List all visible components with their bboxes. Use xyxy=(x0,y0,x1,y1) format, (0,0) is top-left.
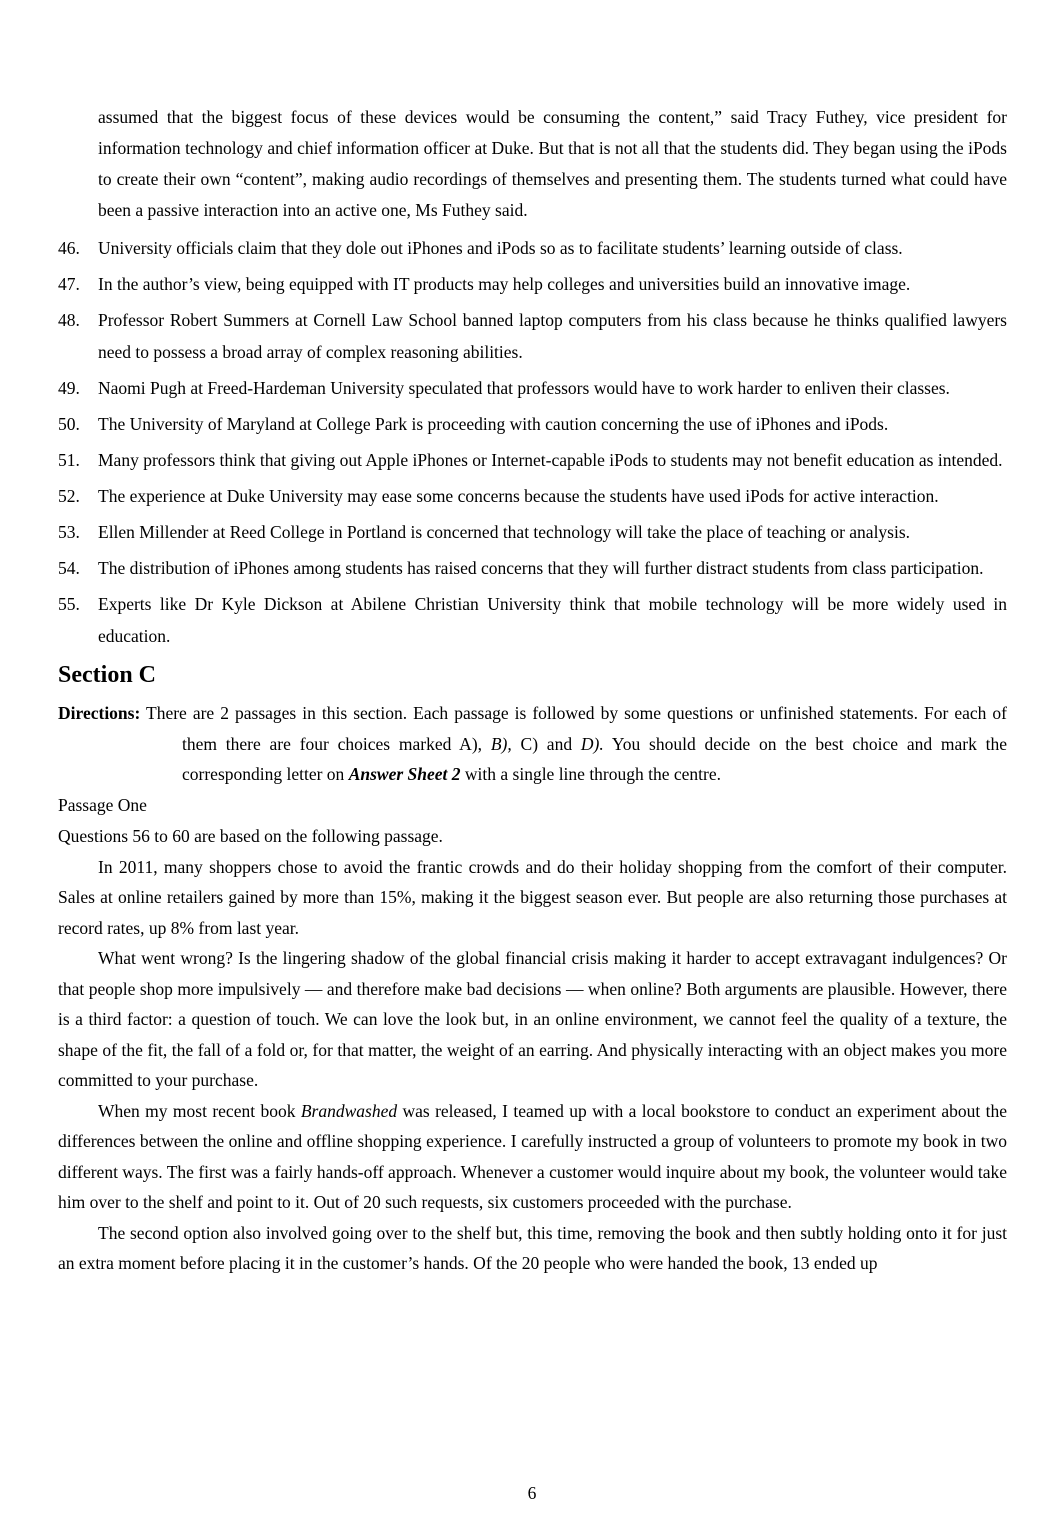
question-text: The University of Maryland at College Park is proceeding with caution concerning the use of iPhones and iPods. xyxy=(98,414,889,434)
directions-text xyxy=(140,703,1007,784)
passage-label: Passage One xyxy=(58,794,147,815)
question-number: 54. xyxy=(58,558,80,578)
question-item xyxy=(58,480,1007,512)
question-item xyxy=(58,588,1007,652)
directions-paragraph xyxy=(58,698,1007,790)
text-segment: was released, I teamed up with a local bookstore to conduct an experiment about the differences between the online and offline shopping experience. I carefully instructed a group of volunteers to promote my book in two different ways. The first was a fairly hands-off approach. Whenever a customer would inquire about my book, the volunteer would take him over to the shelf and point to it. Out of 20 such requests, six customers proceeded with the purchase. xyxy=(58,1100,1007,1212)
page-number: 6 xyxy=(527,1483,537,1503)
question-text: Ellen Millender at Reed College in Portland is concerned that technology will take the place of teaching or analysis. xyxy=(98,522,911,542)
passage-paragraph xyxy=(58,852,1007,944)
question-item xyxy=(58,444,1007,476)
passage-body xyxy=(58,852,1007,1279)
question-text: Many professors think that giving out Apple iPhones or Internet-capable iPods to students may not benefit education as intended. xyxy=(98,450,1003,470)
question-number: 53. xyxy=(58,522,80,542)
question-number: 50. xyxy=(58,414,80,434)
matching-questions-list xyxy=(58,232,1007,652)
question-number: 46. xyxy=(58,238,80,258)
text-segment: Answer Sheet 2 xyxy=(348,764,461,784)
question-text: Experts like Dr Kyle Dickson at Abilene Christian University think that mobile technology will be more widely used in education. xyxy=(98,594,1007,646)
question-text: In the author’s view, being equipped with IT products may help colleges and universities build an innovative image. xyxy=(98,274,911,294)
question-item xyxy=(58,408,1007,440)
passage-paragraph xyxy=(58,1096,1007,1218)
question-text: Professor Robert Summers at Cornell Law School banned laptop computers from his class because he thinks qualified lawyers need to possess a broad array of complex reasoning abilities. xyxy=(98,310,1007,362)
passage-intro: Questions 56 to 60 are based on the following passage. xyxy=(58,825,443,846)
question-item xyxy=(58,552,1007,584)
question-number: 47. xyxy=(58,274,80,294)
text-segment: What went wrong? Is the lingering shadow of the global financial crisis making it harder to accept extravagant indulgences? Or that people shop more impulsively — and therefore make bad decisions — when online? Both arguments are plausible. However, there is a third factor: a question of touch. We can love the look but, in an online environment, we cannot feel the quality of a texture, the shape of the fit, the fall of a fold or, for that matter, the weight of an earring. And physically interacting with an object makes you more committed to your purchase. xyxy=(58,948,1007,1090)
text-segment: You should decide on the best choice and mark the corresponding letter on xyxy=(182,733,1007,784)
question-number: 55. xyxy=(58,594,80,614)
passage-paragraph xyxy=(58,1218,1007,1279)
directions-label: Directions: xyxy=(58,703,141,723)
question-text: Naomi Pugh at Freed-Hardeman University speculated that professors would have to work harder to enliven their classes. xyxy=(98,378,950,398)
section-c-heading: Section C xyxy=(58,662,156,688)
question-item xyxy=(58,232,1007,264)
question-item xyxy=(58,516,1007,548)
question-item xyxy=(58,268,1007,300)
question-number: 51. xyxy=(58,450,80,470)
text-segment: C) and xyxy=(511,733,581,754)
question-text: University officials claim that they dole out iPhones and iPods so as to facilitate students’ learning outside of class. xyxy=(98,238,903,258)
text-segment: When my most recent book xyxy=(98,1100,301,1121)
text-segment: There are 2 passages in this section. Each passage is followed by some questions or unfinished statements. For each of them there are four choices marked A), xyxy=(140,703,1007,754)
passage-paragraph xyxy=(58,943,1007,1096)
text-segment: Brandwashed xyxy=(300,1100,398,1121)
question-number: 52. xyxy=(58,486,80,506)
question-text: The distribution of iPhones among students has raised concerns that they will further distract students from class participation. xyxy=(98,558,984,578)
question-number: 49. xyxy=(58,378,80,398)
text-segment: D). xyxy=(580,733,604,754)
question-number: 48. xyxy=(58,310,80,330)
question-text: The experience at Duke University may ease some concerns because the students have used iPods for active interaction. xyxy=(98,486,939,506)
text-segment: with a single line through the centre. xyxy=(460,764,721,784)
continuation-paragraph: assumed that the biggest focus of these devices would be consuming the content,” said Tracy Futhey, vice president for information technology and chief information officer at Duke. But that is not all that the students did. They began using the iPods to create their own “content”, making audio recordings of themselves and presenting them. The students turned what could have been a passive interaction into an active one, Ms Futhey said. xyxy=(98,107,1007,220)
question-item xyxy=(58,304,1007,368)
text-segment: In 2011, many shoppers chose to avoid the frantic crowds and do their holiday shopping from the comfort of their computer. Sales at online retailers gained by more than 15%, making it the biggest season ever. But people are also returning those purchases at record rates, up 8% from last year. xyxy=(58,856,1007,938)
text-segment: The second option also involved going over to the shelf but, this time, removing the book and then subtly holding onto it for just an extra moment before placing it in the customer’s hands. Of the 20 people who were handed the book, 13 ended up xyxy=(58,1222,1007,1273)
question-item xyxy=(58,372,1007,404)
text-segment: B), xyxy=(490,733,512,754)
